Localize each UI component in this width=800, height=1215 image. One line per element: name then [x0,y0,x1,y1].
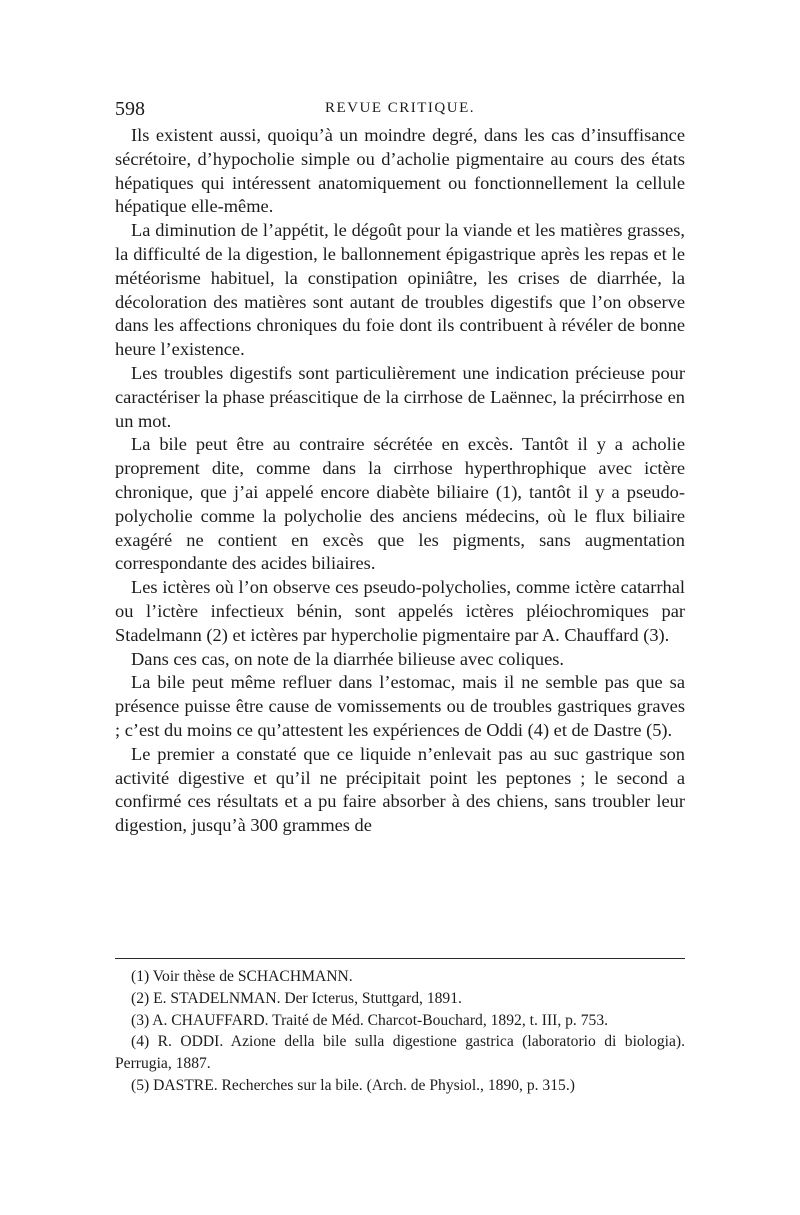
footnote: (3) A. CHAUFFARD. Traité de Méd. Charcot-Bouchard, 1892, t. III, p. 753. [131,1011,609,1029]
paragraph: Les troubles digestifs sont particulièrement une indication précieuse pour caractériser la phase préascitique de la cirrhose de Laënnec, la précirrhose en un mot. [115,362,685,431]
footnote: (1) Voir thèse de SCHACHMANN. [131,968,353,985]
footnote-divider [115,958,685,959]
paragraph: Les ictères où l’on observe ces pseudo-polycholies, comme ictère catarrhal ou l’ictère infectieux bénin, sont appelés ictères pléiochromiques par Stadelmann (2) et ictères par hypercholie pigmentaire par A. Chauffard (3). [115,577,685,645]
paragraph: La diminution de l’appétit, le dégoût pour la viande et les matières grasses, la difficulté de la digestion, le ballonnement épigastrique après les repas et le météorisme habituel, la constipation opiniâtre, les crises de diarrhée, la décoloration des matières sont autant de troubles digestifs que l’on observe dans les affections chroniques du foie dont ils contribuent à révéler de bonne heure l’existence. [115,220,685,360]
footnote: (4) R. ODDI. Azione della bile sulla digestione gastrica (laboratorio di biologia). Perrugia, 1887. [115,1033,685,1073]
paragraph: Le premier a constaté que ce liquide n’enlevait pas au suc gastrique son activité digestive et qu’il ne précipitait point les peptones ; le second a confirmé ces résultats et a pu faire absorber à des chiens, sans troubler leur digestion, jusqu’à 300 grammes de [115,743,685,836]
paragraph: Dans ces cas, on note de la diarrhée bilieuse avec coliques. [131,648,565,669]
footnote: (2) E. STADELNMAN. Der Icterus, Stuttgard, 1891. [131,989,462,1007]
body-text [115,124,685,838]
page-number: 598 [115,98,145,120]
footnotes [115,966,685,1097]
paragraph: Ils existent aussi, quoiqu’à un moindre degré, dans les cas d’insuffisance sécrétoire, d’hypocholie simple ou d’acholie pigmentaire au cours des états hépatiques qui intéressent anatomiquement ou fonctionnellement la cellule hépatique elle-même. [115,125,685,217]
paragraph: La bile peut être au contraire sécrétée en excès. Tantôt il y a acholie proprement dite, comme dans la cirrhose hyperthrophique avec ictère chronique, que j’ai appelé encore diabète biliaire (1), tantôt il y a pseudo-polycholie comme la polycholie des anciens médecins, où le flux biliaire exagéré ne contient en excès que les pigments, sans augmentation correspondante des acides biliaires. [115,434,685,574]
paragraph: La bile peut même refluer dans l’estomac, mais il ne semble pas que sa présence puisse être cause de vomissements ou de troubles gastriques graves ; c’est du moins ce qu’attestent les expériences de Oddi (4) et de Dastre (5). [115,672,685,740]
page-header [115,98,685,124]
running-title: REVUE CRITIQUE. [325,100,475,116]
footnote: (5) DASTRE. Recherches sur la bile. (Arch. de Physiol., 1890, p. 315.) [131,1076,575,1094]
